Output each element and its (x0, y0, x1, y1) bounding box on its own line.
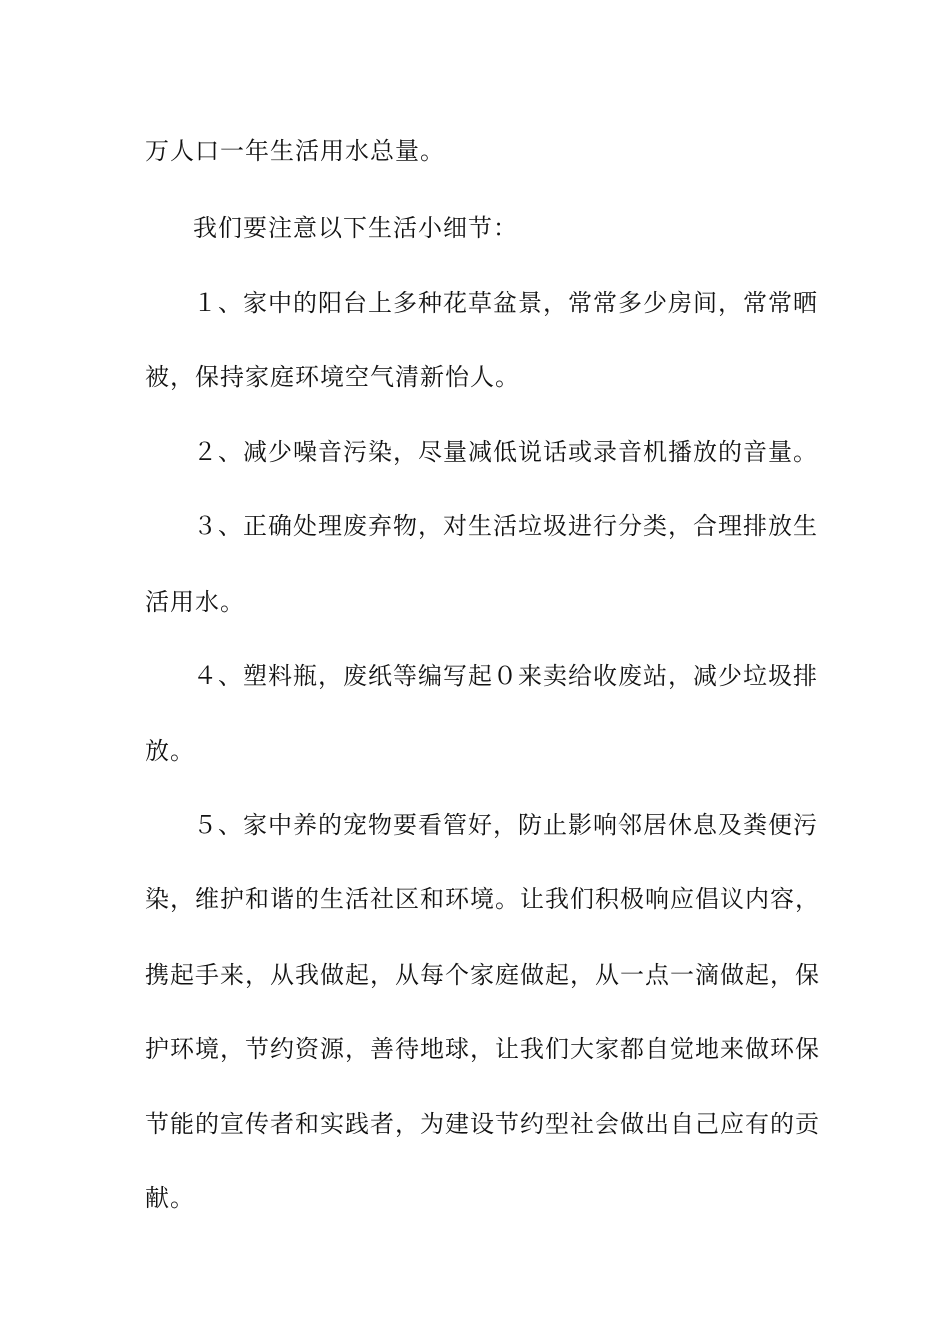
text-line: 放。 (145, 737, 195, 765)
text-line: ２、减少噪音污染，尽量减低说话或录音机播放的音量。 (193, 438, 818, 466)
text-line: 万人口一年生活用水总量。 (145, 137, 445, 165)
text-line: 被，保持家庭环境空气清新怡人。 (145, 363, 520, 391)
text-line: 携起手来，从我做起，从每个家庭做起，从一点一滴做起，保 (145, 961, 820, 989)
text-line: 护环境，节约资源，善待地球，让我们大家都自觉地来做环保 (145, 1035, 820, 1063)
text-line: ５、家中养的宠物要看管好，防止影响邻居休息及粪便污 (193, 811, 818, 839)
text-line: ３、正确处理废弃物，对生活垃圾进行分类，合理排放生 (193, 512, 818, 540)
text-line: 活用水。 (145, 588, 245, 616)
text-line: １、家中的阳台上多种花草盆景，常常多少房间，常常晒 (193, 289, 818, 317)
text-line: 献。 (145, 1184, 195, 1212)
text-line: 我们要注意以下生活小细节： (193, 214, 518, 242)
text-line: 节能的宣传者和实践者，为建设节约型社会做出自己应有的贡 (145, 1110, 820, 1138)
text-line: 染，维护和谐的生活社区和环境。让我们积极响应倡议内容， (145, 885, 820, 913)
text-line: ４、塑料瓶，废纸等编写起０来卖给收废站，减少垃圾排 (193, 662, 818, 690)
